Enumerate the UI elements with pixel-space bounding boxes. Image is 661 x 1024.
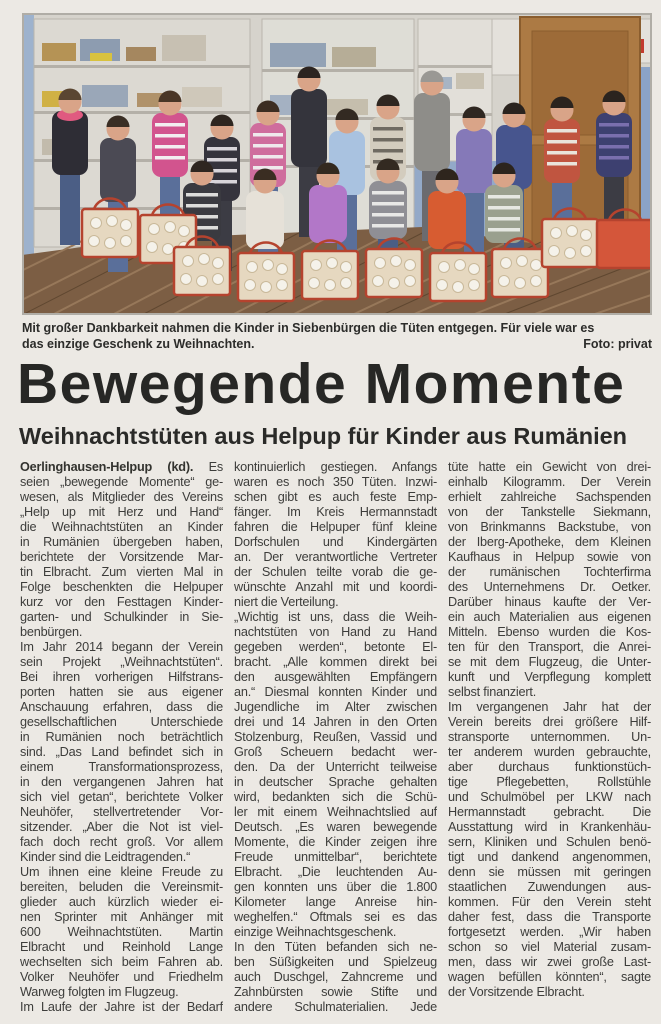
photo-credit: Foto: privat xyxy=(583,337,652,351)
text-line: der Schulen teilte vorab die ge- xyxy=(234,565,437,579)
text-line: des Unternehmens Dr. Oetker. xyxy=(448,580,651,594)
text-line: tige Pflegebetten, Rollstühle xyxy=(448,775,651,789)
text-line: kurz vor den Festtagen Kinder- xyxy=(20,595,223,609)
text-line: Bei ihren vorherigen Hilfstrans- xyxy=(20,670,223,684)
text-line: in Rumänien noch beträchtlich xyxy=(20,730,223,744)
text-line: fach doch recht groß. Vor allem xyxy=(20,835,223,849)
text-line: der Vorsitzende Elbracht. xyxy=(448,985,585,999)
text-line: in Rumänien übergeben haben, xyxy=(20,535,223,549)
text-line: der rumänischen Tochterfirma xyxy=(448,565,651,579)
text-line: men, dass wir zwei große Last- xyxy=(448,955,651,969)
text-line: gegeben werden“, betonte El- xyxy=(234,640,437,654)
text-line: schen gibt es auch feste Emp- xyxy=(234,490,437,504)
text-line: bereiten, beluden die Vereinsmit- xyxy=(20,880,223,894)
text-line: von der Tankstelle Siekmann, xyxy=(448,505,651,519)
article-column-2 xyxy=(234,460,437,1015)
text-line: Folge beschenkten die Helpuper xyxy=(20,580,223,594)
text-line: gesellschaftlichen Unterschiede xyxy=(20,715,223,729)
text-line: Neuhöfer, stellvertretender Vor- xyxy=(20,805,223,819)
classroom-photo-illustration xyxy=(22,13,652,315)
text-line: sind. „Das Land befindet sich in xyxy=(20,745,223,759)
article-photo xyxy=(22,13,652,315)
text-line: sein Projekt „Weihnachtstüten“. xyxy=(20,655,223,669)
caption-line-1: Mit großer Dankbarkeit nahmen die Kinder in Siebenbürgen die Tüten entgegen. Für viele war es xyxy=(22,321,595,335)
text-line: Hermannstadt gebracht. Die xyxy=(448,805,651,819)
text-line: Ausstattung wird in Krankenhäu- xyxy=(448,820,651,834)
text-line: sitzender. „Aber die Not ist viel- xyxy=(20,820,223,834)
text-line: aber durchaus funktionstüch- xyxy=(448,760,651,774)
text-line: tigt und dankend angenommen, xyxy=(448,850,651,864)
text-line: drei und 14 Jahren in den Orten xyxy=(234,715,437,729)
text-line: Warweg folgten im Flugzeug. xyxy=(20,985,179,999)
text-line: in den vergangenen Jahren hat xyxy=(20,775,223,789)
text-line: Volker Neuhöfer und Friedhelm xyxy=(20,970,223,984)
text-line: Mitteln. Ebenso wurden die Kos- xyxy=(448,625,651,639)
caption-line-2: das einzige Geschenk zu Weihnachten. xyxy=(22,337,255,351)
text-line: Jugendliche im Alter zwischen xyxy=(234,700,437,714)
text-line: wird, bedankten sich die Schü- xyxy=(234,790,437,804)
photo-caption xyxy=(22,320,652,352)
text-line: berichtete der Vorsitzende Mar- xyxy=(20,550,223,564)
text-line: weghelfen.“ Oftmals sei es das xyxy=(234,910,437,924)
text-line: Oerlinghausen-Helpup (kd). Es xyxy=(20,460,223,474)
text-line: erhielt zahlreiche Sachspenden xyxy=(448,490,651,504)
text-line: wagen befüllen könnten“, sagte xyxy=(448,970,651,984)
text-line: Deutsch. „Es waren bewegende xyxy=(234,820,437,834)
text-line: ler mit einem Weihnachtslied auf xyxy=(234,805,437,819)
text-line: ten für den Transport, die Anrei- xyxy=(448,640,651,654)
article-headline: Bewegende Momente xyxy=(17,352,626,416)
text-line: an. Der verantwortliche Vertreter xyxy=(234,550,437,564)
text-line: Darüber hinaus kaufte der Ver- xyxy=(448,595,651,609)
text-line: Kaufhaus in Helpup sowie von xyxy=(448,550,651,564)
text-line: 600 Weihnachtstüten. Martin xyxy=(20,925,223,939)
text-line: staatlichen Zuwendungen aus- xyxy=(448,880,651,894)
text-line: ben Süßigkeiten und Spielzeug xyxy=(234,955,437,969)
text-line: tüte hatte ein Gewicht von drei- xyxy=(448,460,651,474)
article-subheadline: Weihnachtstüten aus Helpup für Kinder aus Rumänien xyxy=(19,423,628,449)
text-line: stransporte unternommen. Un- xyxy=(448,730,651,744)
text-line: Stolzenburg, Reußen, Vassid und xyxy=(234,730,437,744)
text-line: der Iberg-Apotheke, dem Kleinen xyxy=(448,535,651,549)
text-line: seien „bewegende Momente“ ge- xyxy=(20,475,223,489)
text-line: wünschte Anzahl mit und koordi- xyxy=(234,580,437,594)
text-line: nachtstüten von Hand zu Hand xyxy=(234,625,437,639)
text-line: bracht. „Alle kommen direkt bei xyxy=(234,655,437,669)
text-line: In den Tüten befanden sich ne- xyxy=(234,940,437,954)
text-line: tin Elbracht. Zum vierten Mal in xyxy=(20,565,223,579)
text-line: an.“ Diesmal konnten Kinder und xyxy=(234,685,437,699)
text-line: Im Jahr 2014 begann der Verein xyxy=(20,640,223,654)
article-column-3 xyxy=(448,460,651,1015)
text-line: porten hatten sie aus eigener xyxy=(20,685,223,699)
text-line: von Brinkmanns Backstube, von xyxy=(448,520,651,534)
article-column-1 xyxy=(20,460,223,1015)
text-line: daher fest, dass die Transporte xyxy=(448,910,651,924)
text-line: „Help up mit Herz und Hand“ xyxy=(20,505,223,519)
text-line: Kinder sind die Leidtragenden.“ xyxy=(20,850,191,864)
text-line: und Schulmöbel per LKW nach xyxy=(448,790,651,804)
text-line: sich viel getan“, berichtete Volker xyxy=(20,790,223,804)
text-line: sern, Kliniken und Schulen benö- xyxy=(448,835,651,849)
text-line: glieder auch kürzlich wieder ei- xyxy=(20,895,223,909)
text-line: fänger. Im Kreis Hermannstadt xyxy=(234,505,437,519)
text-line: kunft und Verpflegung komplett xyxy=(448,670,651,684)
text-line: Freude unmittelbar“, berichtete xyxy=(234,850,437,864)
text-line: denn sie müssen mit geringen xyxy=(448,865,651,879)
text-line: Kilometer lange Anreise hin- xyxy=(234,895,437,909)
text-line: fahren die Helpuper fünf kleine xyxy=(234,520,437,534)
text-line: einhalb Kilogramm. Der Verein xyxy=(448,475,651,489)
text-line: auch Duschgel, Zahncreme und xyxy=(234,970,437,984)
article-body xyxy=(20,460,652,1015)
text-line: Momente, die Kinder zeigen ihre xyxy=(234,835,437,849)
text-line: andere Schulmaterialien. Jede xyxy=(234,1000,437,1014)
text-line: ter anderem wurden gebrauchte, xyxy=(448,745,651,759)
text-line: Im vergangenen Jahr hat der xyxy=(448,700,651,714)
text-line: niert die Verteilung. xyxy=(234,595,339,609)
text-line: kommen. Für den Verein steht xyxy=(448,895,651,909)
text-line: gen konnten uns über die 1.800 xyxy=(234,880,437,894)
text-line: kontinuierlich gestiegen. Anfangs xyxy=(234,460,437,474)
text-line: waren es noch 350 Tüten. Inzwi- xyxy=(234,475,437,489)
text-line: benbürgen. xyxy=(20,625,83,639)
text-line: garten- und Schulkinder in Sie- xyxy=(20,610,223,624)
text-line: in deutscher Sprache gehalten xyxy=(234,775,437,789)
text-line: Elbracht und Reinhold Lange xyxy=(20,940,223,954)
text-line: schon so viel Material zusam- xyxy=(448,940,651,954)
text-line: wechselten sich beim Fahren ab. xyxy=(20,955,223,969)
text-line: den. Da der Unterricht teilweise xyxy=(234,760,437,774)
text-line: die Weihnachtstüten an Kinder xyxy=(20,520,223,534)
text-line: Im Laufe der Jahre ist der Bedarf xyxy=(20,1000,223,1014)
text-line: se mit dem Flugzeug, die Unter- xyxy=(448,655,651,669)
text-line: Groß Scheuern bedacht wer- xyxy=(234,745,437,759)
text-line: einem Transformationsprozess, xyxy=(20,760,223,774)
text-line: Anschauung erfahren, dass die xyxy=(20,700,223,714)
text-line: ein auch Materialien aus eigenen xyxy=(448,610,651,624)
text-line: Um ihnen eine kleine Freude zu xyxy=(20,865,223,879)
text-line: Verein bereits drei größere Hilf- xyxy=(448,715,651,729)
text-line: Elbracht. „Die leuchtenden Au- xyxy=(234,865,437,879)
text-line: selbst finanziert. xyxy=(448,685,537,699)
text-line: einzige Weihnachtsgeschenk. xyxy=(234,925,397,939)
text-line: wesen, als Mitglieder des Vereins xyxy=(20,490,223,504)
text-line: fortgesetzt werden. „Wir haben xyxy=(448,925,651,939)
text-line: „Wichtig ist uns, dass die Weih- xyxy=(234,610,437,624)
text-line: den ausgewählten Empfängern xyxy=(234,670,437,684)
text-line: Dorfschulen und Kindergärten xyxy=(234,535,437,549)
text-line: nen Sprinter mit Anhänger mit xyxy=(20,910,223,924)
text-line: Zahnbürsten sowie Stifte und xyxy=(234,985,437,999)
